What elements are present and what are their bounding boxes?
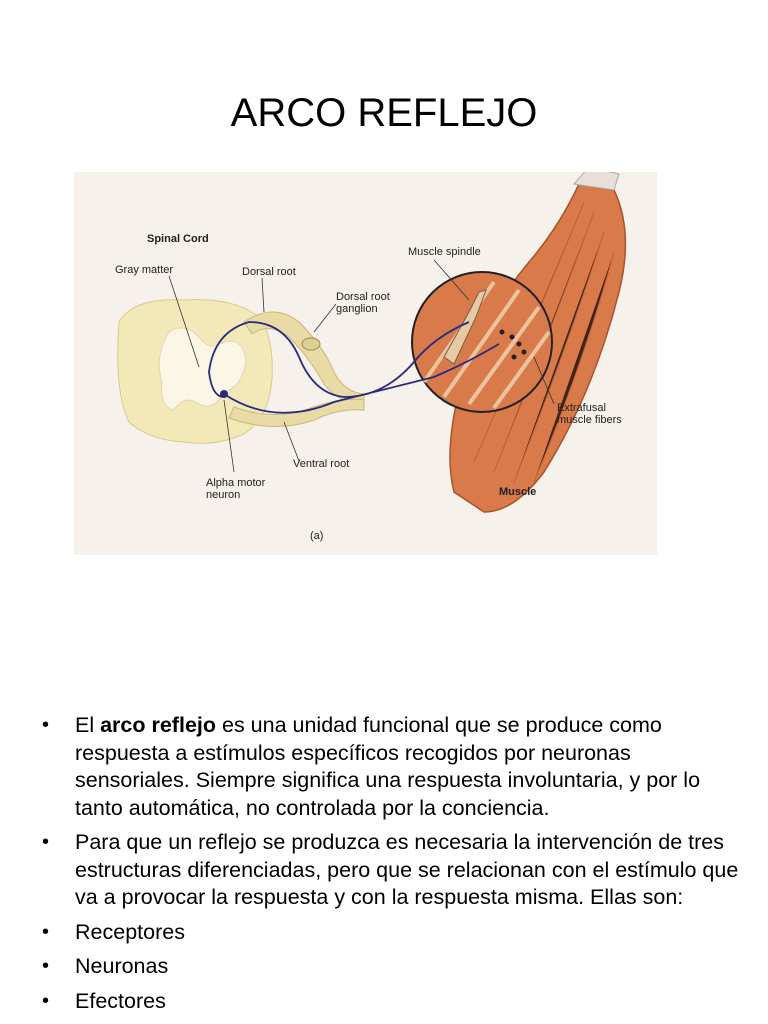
label-dorsal-root-ganglion: Dorsal root ganglion [336,291,390,315]
label-dorsal-root: Dorsal root [242,266,296,278]
bullet-dot: • [42,920,50,943]
bullet-text: es una unidad funcional que se produce como respuesta a estímulos específicos recogidos por neuronas sensoriales. Siempre significa una respuesta involuntaria, y por lo tanto automática, no controlada por la conciencia. [75,713,701,820]
bullet-dot: • [42,955,50,977]
bullet-item [40,919,740,947]
bullet-text: Para que un reflejo se produzca es necesaria la intervención de tres estructuras diferenciadas, pero que se relacionan con el estímulo que va a provocar la respuesta y con la respuesta misma. Ellas son: [75,830,739,909]
alpha-motor-neuron-body [220,390,228,398]
bullet-dot: • [42,831,50,853]
dorsal-root-ganglion [302,338,320,350]
bullet-dot: • [42,989,50,1012]
label-muscle: Muscle [499,486,537,498]
label-alpha-motor-neuron: Alpha motor neuron [206,477,266,501]
bullet-bold-term: arco reflejo [100,713,217,737]
label-extrafusal-fibers: Extrafusal muscle fibers [557,402,622,426]
bullet-item [40,829,740,912]
bullet-prefix: El [75,713,101,737]
reflex-arc-diagram [74,172,657,555]
bullet-item [40,988,740,1016]
label-spinal-cord: Spinal Cord [147,233,209,245]
label-muscle-spindle: Muscle spindle [408,246,481,258]
bullet-item [40,712,740,822]
label-ventral-root: Ventral root [293,458,350,470]
bullet-dot: • [42,714,50,736]
reflex-arc-illustration [74,172,657,555]
bullet-text: Receptores [75,919,185,944]
slide-title: ARCO REFLEJO [230,91,538,135]
bullet-text: Neuronas [75,954,169,978]
label-gray-matter: Gray matter [115,264,174,276]
bullet-list [40,712,740,1022]
bullet-item [40,953,740,981]
bullet-text: Efectores [75,988,166,1013]
label-panel-a: (a) [310,530,324,542]
